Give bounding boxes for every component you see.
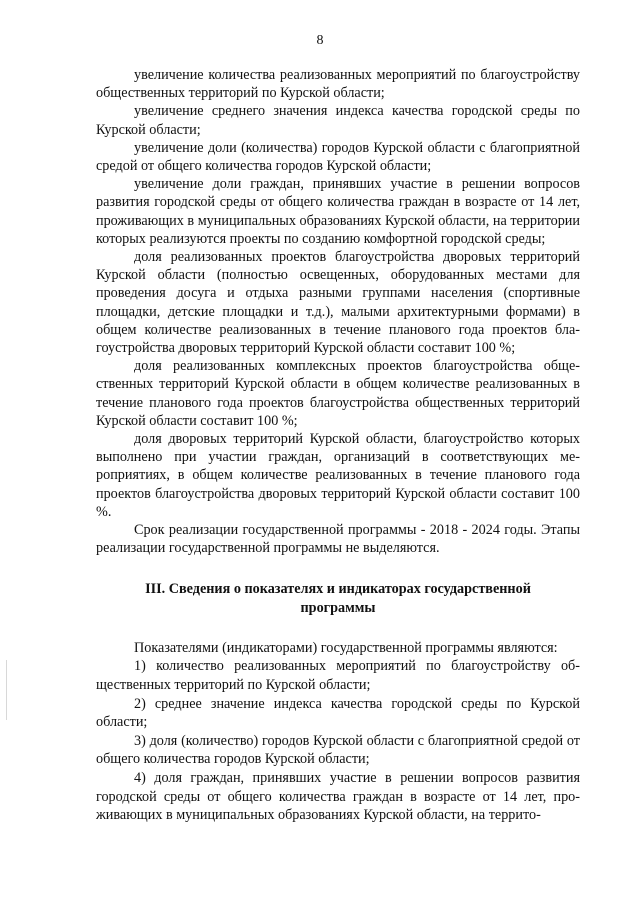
paragraph-courtyard-projects: доля реализованных проектов благоустройства дворовых территорий Курской области (полностью освещенных, оборудованных местами для проведения досуга и отдыха разными группами населения (спортивные площадки, детские площадки и т.д.), малыми архитектурными формами) в общем количестве реализованных в течение планового года проектов благоустройства дворовых территорий Курской области составит 100 %; (96, 249, 580, 357)
paragraph-urban-quality-index: увеличение среднего значения индекса качества городской среды по Курской области; (96, 103, 580, 138)
paragraph-complex-public-projects: доля реализованных комплексных проектов благоустройства общественных территорий Курской области в общем количестве реализованных в течение планового года проектов благоустройства общественных территорий Курской области составит 100 %; (96, 358, 580, 429)
list-item-indicator-2: 2) среднее значение индекса качества городской среды по Курской области; (96, 695, 580, 731)
section-heading-line-2: программы (300, 599, 376, 616)
document-body (96, 66, 580, 825)
paragraph-public-territories-increase: увеличение количества реализованных мероприятий по благоустройству общественных территорий по Курской области; (96, 67, 580, 102)
paragraph-favorable-cities-share: увеличение доли (количества) городов Курской области с благоприятной средой от общего количества городов Курской области; (96, 139, 580, 175)
scan-margin-mark (6, 660, 7, 720)
paragraph-indicators-intro: Показателями (индикаторами) государственной программы являются: (134, 639, 558, 656)
paragraph-program-term: Срок реализации государственной программы - 2018 - 2024 годы. Этапы реализации государственной программы не выделяются. (96, 522, 580, 557)
paragraph-courtyard-citizen-projects: доля дворовых территорий Курской области, благоустройство которых выполнено при участии граждан, организаций в соответствующих мероприятиях, в общем количестве реализованных в течение планового года проектов благоустройства дворовых территорий Курской области составит 100 %. (96, 431, 580, 520)
page-number: 8 (316, 33, 324, 48)
section-heading (96, 580, 580, 616)
paragraph-citizen-participation: увеличение доли граждан, принявших участие в решении вопросов развития городской среды от общего количества граждан в возрасте от 14 лет, проживающих в муниципальных образованиях Курской области, на территории которых реализуются проекты по созданию комфортной городской среды; (96, 176, 580, 247)
list-item-indicator-1: 1) количество реализованных мероприятий по благоустройству общественных территорий по Курской области; (96, 658, 580, 694)
list-item-indicator-4: 4) доля граждан, принявших участие в решении вопросов развития городской среды от общего количества граждан в возрасте от 14 лет, проживающих в муниципальных образованиях Курской области, на террито- (96, 770, 580, 824)
section-heading-line-1: III. Сведения о показателях и индикаторах государственной (145, 581, 531, 598)
list-item-indicator-3: 3) доля (количество) городов Курской области с благоприятной средой от общего количества городов Курской области; (96, 732, 580, 768)
